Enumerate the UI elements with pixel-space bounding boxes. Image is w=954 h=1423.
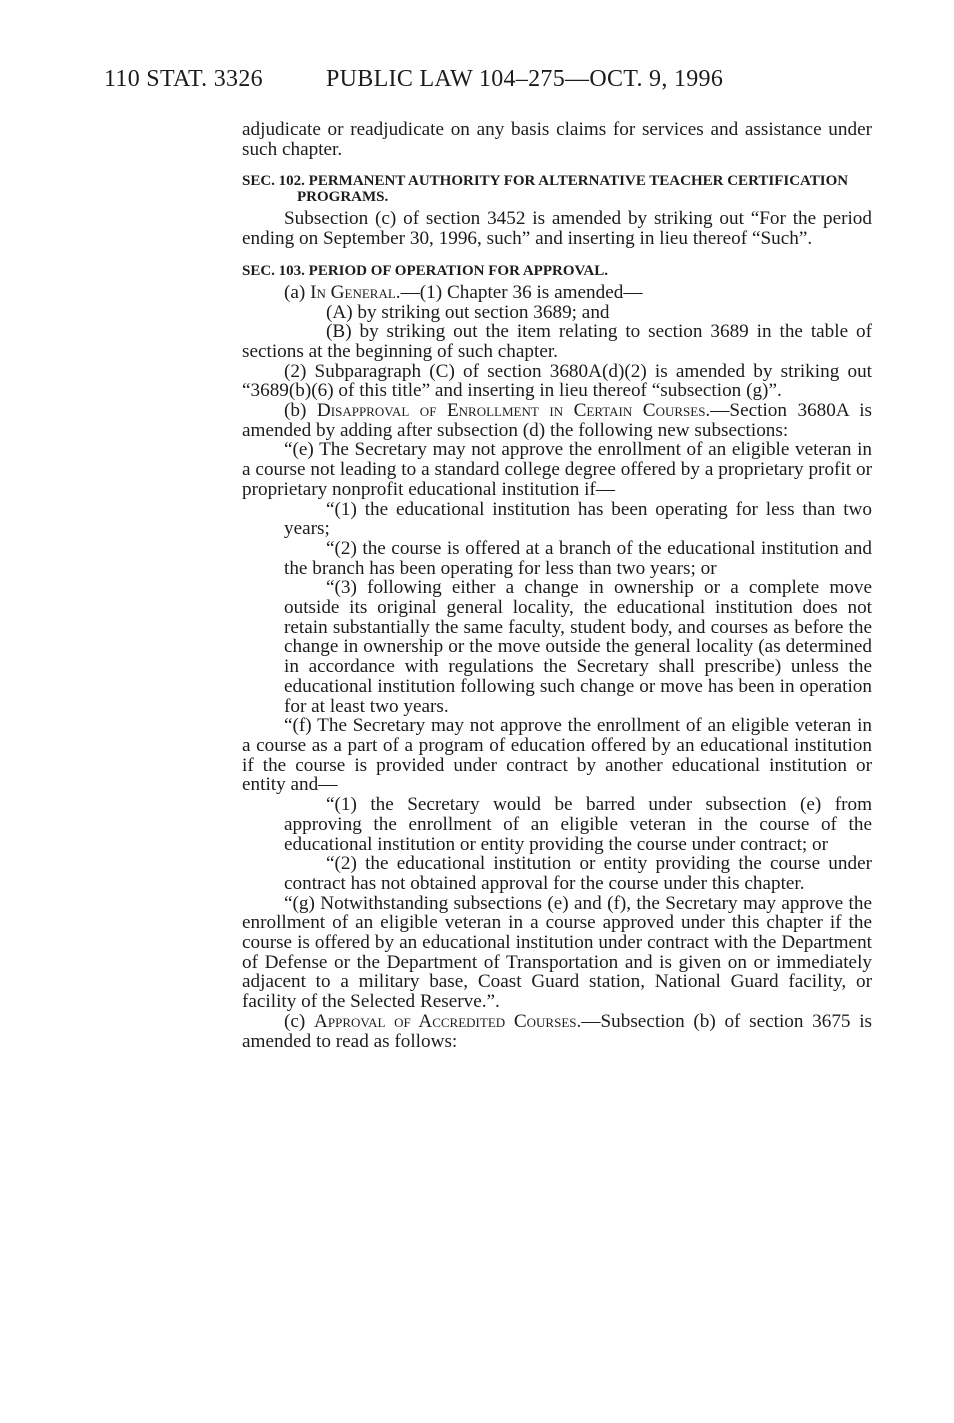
new-subsection-e-1: “(1) the educational institution has been operating for less than two years; (284, 498, 872, 540)
paragraph-2: (2) Subparagraph (C) of section 3680A(d)(2) is amended by striking out “3689(b)(6) of this title” and inserting in lieu thereof “subsection (g)”. (242, 360, 872, 402)
subparagraph-b: (B) by striking out the item relating to section 3689 in the table of sections at the beginning of such chapter. (242, 321, 872, 362)
subsection-a-caption: In General. (310, 281, 401, 303)
page-header (104, 66, 724, 93)
section-101-continuation: adjudicate or readjudicate on any basis claims for services and assistance under such chapter. (242, 119, 872, 160)
section-102-text: Subsection (c) of section 3452 is amended by striking out “For the period ending on September 30, 1996, such” and inserting in lieu thereof “Such”. (242, 208, 872, 250)
subsection-a-text: —(1) Chapter 36 is amended— (400, 281, 643, 303)
section-103-heading: SEC. 103. PERIOD OF OPERATION FOR APPROVAL. (242, 262, 608, 279)
subsection-c-caption: Approval of Accredited Courses. (314, 1010, 582, 1032)
public-law-citation: PUBLIC LAW 104–275—OCT. 9, 1996 (326, 66, 724, 92)
stat-page-number: 110 STAT. 3326 (104, 66, 263, 92)
subsection-b-text: —Section 3680A is amended by adding after subsection (d) the following new subsections: (242, 400, 872, 441)
new-subsection-e: “(e) The Secretary may not approve the enrollment of an eligible veteran in a course not leading to a standard college degree offered by a proprietary profit or proprietary nonprofit educational institution if— (242, 439, 872, 500)
new-subsection-f-2: “(2) the educational institution or entity providing the course under contract has not obtained approval for the course under this chapter. (284, 853, 872, 894)
subsection-c: (c) Approval of Accredited Courses.—Subsection (b) of section 3675 is amended to read as follows: (242, 1010, 873, 1052)
new-subsection-e-2: “(2) the course is offered at a branch of the educational institution and the branch has been operating for less than two years; or (284, 537, 872, 579)
new-subsection-g: “(g) Notwithstanding subsections (e) and (f), the Secretary may approve the enrollment of an eligible veteran in a course approved under this chapter if the course is offered by an educational institution under contract with the Department of Defense or the Department of Transportation and is given on or immediately adjacent to a military base, Coast Guard station, National Guard facility, or facility of the Selected Reserve.”. (242, 892, 872, 1013)
subsection-b-caption: Disapproval of Enrollment in Certain Courses. (316, 400, 711, 422)
section-102-heading: SEC. 102. PERMANENT AUTHORITY FOR ALTERNATIVE TEACHER CERTIFICATION PROGRAMS. (242, 173, 849, 206)
subsection-c-text: —Subsection (b) of section 3675 is amended to read as follows: (242, 1010, 873, 1052)
subsection-a: (a) In General.—(1) Chapter 36 is amended— (284, 281, 643, 303)
statute-body (242, 120, 872, 1051)
new-subsection-e-3: “(3) following either a change in ownership or a complete move outside its original general locality, the educational institution does not retain substantially the same faculty, student body, and courses as before the change in ownership or the move outside the general locality (as determined in accordance with regulations the Secretary shall prescribe) unless the educational institution following such change or move has been in operation for at least two years. (284, 577, 872, 717)
new-subsection-f-1: “(1) the Secretary would be barred under subsection (e) from approving the enrollment of an eligible veteran in the course of the educational institution or entity providing the course under contract; or (284, 794, 872, 855)
subparagraph-a: (A) by striking out section 3689; and (326, 301, 610, 323)
subsection-b: (b) Disapproval of Enrollment in Certain Courses.—Section 3680A is amended by adding after subsection (d) the following new subsections: (242, 400, 872, 441)
new-subsection-f: “(f) The Secretary may not approve the enrollment of an eligible veteran in a course as a part of a program of education offered by an educational institution if the course is provided under contract by another educational institution or entity and— (242, 715, 872, 796)
